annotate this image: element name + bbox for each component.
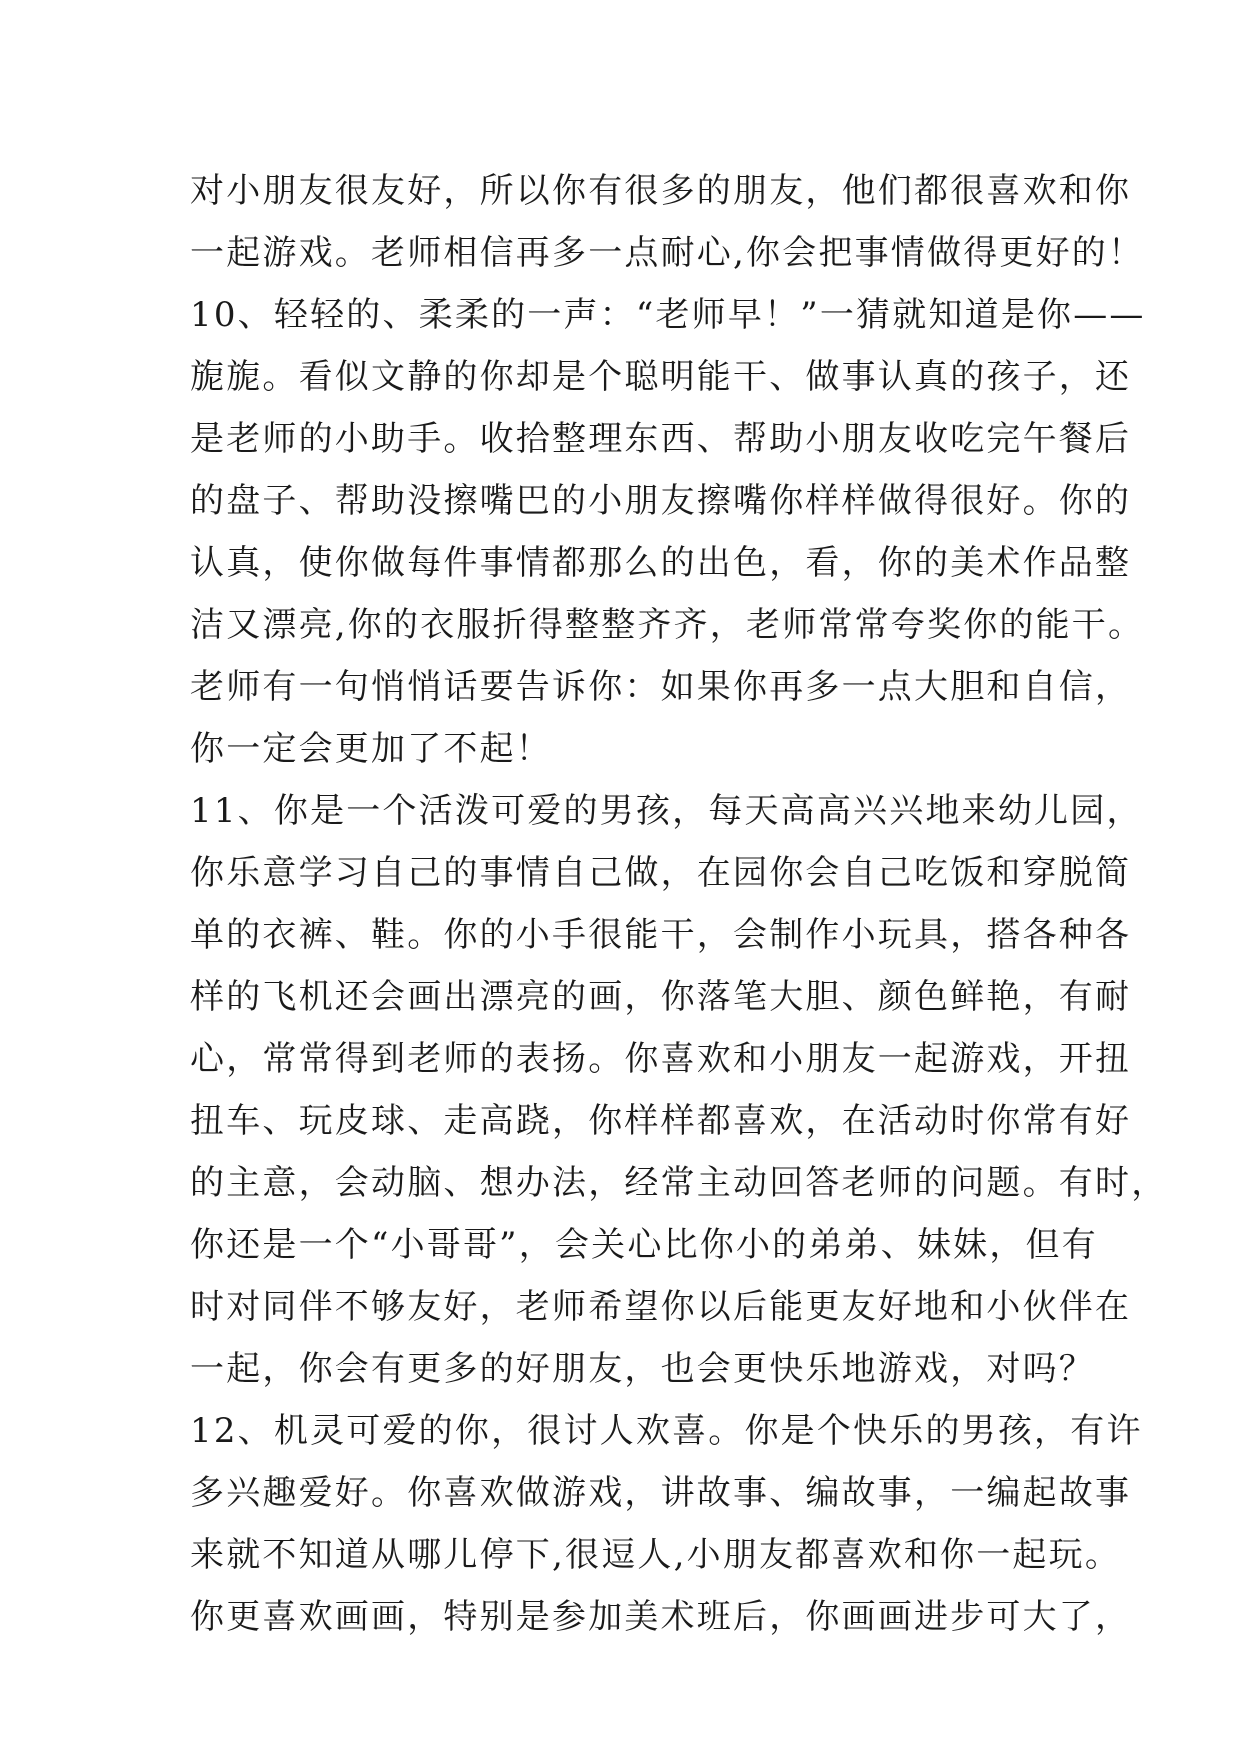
text-line: 认真，使你做每件事情都那么的出色，看，你的美术作品整	[190, 543, 1132, 583]
document-body	[190, 160, 1168, 1648]
text-line: 你更喜欢画画，特别是参加美术班后，你画画进步可大了，	[190, 1597, 1132, 1637]
text-line: 你一定会更加了不起！	[190, 729, 552, 769]
text-line: 洁又漂亮,你的衣服折得整整齐齐，老师常常夸奖你的能干。	[190, 605, 1145, 645]
text-line: 一起游戏。老师相信再多一点耐心,你会把事情做得更好的！	[190, 233, 1145, 273]
text-line: 旎旎。看似文静的你却是个聪明能干、做事认真的孩子，还	[190, 357, 1132, 397]
text-line: 10、轻轻的、柔柔的一声：“老师早！”一猜就知道是你——	[190, 295, 1146, 335]
text-line: 对小朋友很友好，所以你有很多的朋友，他们都很喜欢和你	[190, 171, 1132, 211]
text-line: 你乐意学习自己的事情自己做，在园你会自己吃饭和穿脱简	[190, 853, 1132, 893]
text-line: 老师有一句悄悄话要告诉你：如果你再多一点大胆和自信，	[190, 667, 1132, 707]
text-line: 12、机灵可爱的你，很讨人欢喜。你是个快乐的男孩，有许	[190, 1411, 1143, 1451]
text-line: 的盘子、帮助没擦嘴巴的小朋友擦嘴你样样做得很好。你的	[190, 481, 1132, 521]
text-line: 时对同伴不够友好，老师希望你以后能更友好地和小伙伴在	[190, 1287, 1132, 1327]
text-line: 是老师的小助手。收拾整理东西、帮助小朋友收吃完午餐后	[190, 419, 1132, 459]
text-line: 样的飞机还会画出漂亮的画，你落笔大胆、颜色鲜艳，有耐	[190, 977, 1132, 1017]
text-line: 一起，你会有更多的好朋友，也会更快乐地游戏，对吗？	[190, 1349, 1095, 1389]
text-line: 心，常常得到老师的表扬。你喜欢和小朋友一起游戏，开扭	[190, 1039, 1132, 1079]
text-line: 单的衣裤、鞋。你的小手很能干，会制作小玩具，搭各种各	[190, 915, 1132, 955]
text-line: 11、你是一个活泼可爱的男孩，每天高高兴兴地来幼儿园，	[190, 791, 1143, 831]
text-line: 多兴趣爱好。你喜欢做游戏，讲故事、编故事，一编起故事	[190, 1473, 1132, 1513]
text-line: 来就不知道从哪儿停下,很逗人,小朋友都喜欢和你一起玩。	[190, 1535, 1122, 1575]
text-line: 你还是一个“小哥哥”，会关心比你小的弟弟、妹妹，但有	[190, 1225, 1098, 1265]
text-line: 扭车、玩皮球、走高跷，你样样都喜欢，在活动时你常有好	[190, 1101, 1132, 1141]
text-line: 的主意，会动脑、想办法，经常主动回答老师的问题。有时，	[190, 1163, 1168, 1203]
